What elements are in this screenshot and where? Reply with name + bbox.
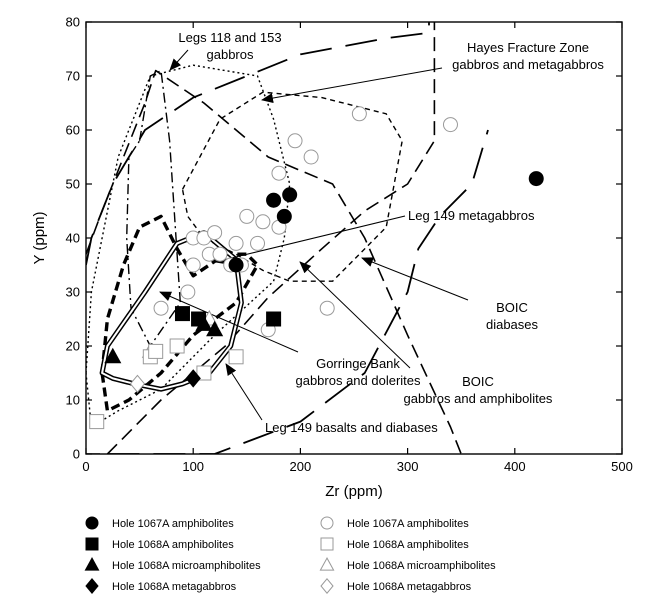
legend-label: Hole 1068A metagabbros [347, 581, 472, 593]
annotation-legs118-line: gabbros [206, 47, 254, 62]
legend-marker-filled-triangle [85, 558, 98, 570]
x-tick-label: 300 [396, 459, 419, 474]
annotation-legs118-line: Legs 118 and 153 [178, 30, 282, 45]
legend-label: Hole 1068A amphibolites [112, 539, 234, 551]
annotations-layer [178, 30, 604, 435]
annotation-gorringe-line: gabbros and dolerites [295, 373, 421, 388]
point-open-square [90, 415, 104, 429]
point-open-circle [256, 215, 270, 229]
point-open-circle [304, 150, 318, 164]
point-filled-circle [529, 172, 543, 186]
legend-marker-filled-diamond [86, 579, 98, 593]
legend-marker-filled-square [86, 538, 98, 550]
legend-label: Hole 1068A microamphibolites [112, 560, 261, 572]
y-tick-label: 10 [65, 392, 80, 408]
legend-marker-open-diamond [321, 579, 333, 593]
fields-layer [86, 22, 488, 454]
point-open-circle [208, 226, 222, 240]
annotation-hayes-line: Hayes Fracture Zone [466, 40, 590, 55]
annotation-boic_diabase-line: diabases [485, 317, 539, 332]
y-axis-label: Y (ppm) [31, 211, 48, 265]
y-tick-label: 0 [72, 446, 80, 462]
legend-label: Hole 1067A amphibolites [112, 518, 234, 530]
legend-marker-open-triangle [320, 558, 333, 570]
y-tick-label: 70 [65, 68, 80, 84]
point-filled-square [175, 307, 189, 321]
point-open-circle [154, 301, 168, 315]
point-filled-square [192, 312, 206, 326]
x-tick-label: 100 [182, 459, 205, 474]
legend-label: Hole 1068A microamphibolites [347, 560, 496, 572]
legend-label: Hole 1068A metagabbros [112, 581, 237, 593]
point-filled-circle [229, 258, 243, 272]
point-open-circle [186, 258, 200, 272]
annotation-boic_gabbro-line: BOIC [462, 374, 494, 389]
point-open-circle [320, 301, 334, 315]
point-open-circle [352, 107, 366, 121]
legend [85, 517, 496, 593]
point-open-circle [288, 134, 302, 148]
y-tick-label: 50 [65, 176, 80, 192]
annotation-leg149basalt-line: Leg 149 basalts and diabases [265, 420, 438, 435]
point-open-circle [443, 118, 457, 132]
point-open-square [149, 344, 163, 358]
legend-marker-filled-circle [86, 517, 98, 529]
y-tick-label: 20 [65, 338, 80, 354]
point-open-circle [213, 247, 227, 261]
annotation-gorringe-line: Gorringe Bank [316, 356, 400, 371]
x-axis-label: Zr (ppm) [325, 483, 383, 500]
x-tick-label: 0 [82, 459, 90, 474]
legend-marker-open-circle [321, 517, 333, 529]
annotation-arrow-leg149basalt [226, 364, 262, 420]
x-tick-label: 200 [289, 459, 312, 474]
y-tick-label: 80 [65, 14, 80, 30]
point-open-circle [272, 166, 286, 180]
y-tick-label: 30 [65, 284, 80, 300]
point-open-square [170, 339, 184, 353]
annotation-arrow-boic_gabbro [300, 262, 410, 368]
point-filled-square [267, 312, 281, 326]
field-boic_diabase [86, 22, 429, 265]
x-tick-label: 500 [611, 459, 633, 474]
point-open-circle [240, 209, 254, 223]
legend-label: Hole 1068A amphibolites [347, 539, 469, 551]
annotation-boic_diabase-line: BOIC [496, 300, 528, 315]
point-open-circle [251, 236, 265, 250]
annotation-arrow-legs118 [170, 50, 188, 70]
x-tick-label: 400 [503, 459, 526, 474]
point-filled-circle [277, 209, 291, 223]
point-open-square [229, 350, 243, 364]
annotation-arrow-hayes [262, 68, 442, 100]
point-open-circle [181, 285, 195, 299]
point-filled-circle [283, 188, 297, 202]
legend-label: Hole 1067A amphibolites [347, 518, 469, 530]
point-filled-circle [267, 193, 281, 207]
legend-marker-open-square [321, 538, 333, 550]
annotation-boic_gabbro-line: gabbros and amphibolites [403, 391, 553, 406]
y-tick-label: 40 [65, 230, 80, 246]
point-open-circle [229, 236, 243, 250]
annotation-hayes-line: gabbros and metagabbros [452, 57, 604, 72]
y-tick-label: 60 [65, 122, 80, 138]
annotation-leg149meta-line: Leg 149 metagabbros [408, 208, 535, 223]
